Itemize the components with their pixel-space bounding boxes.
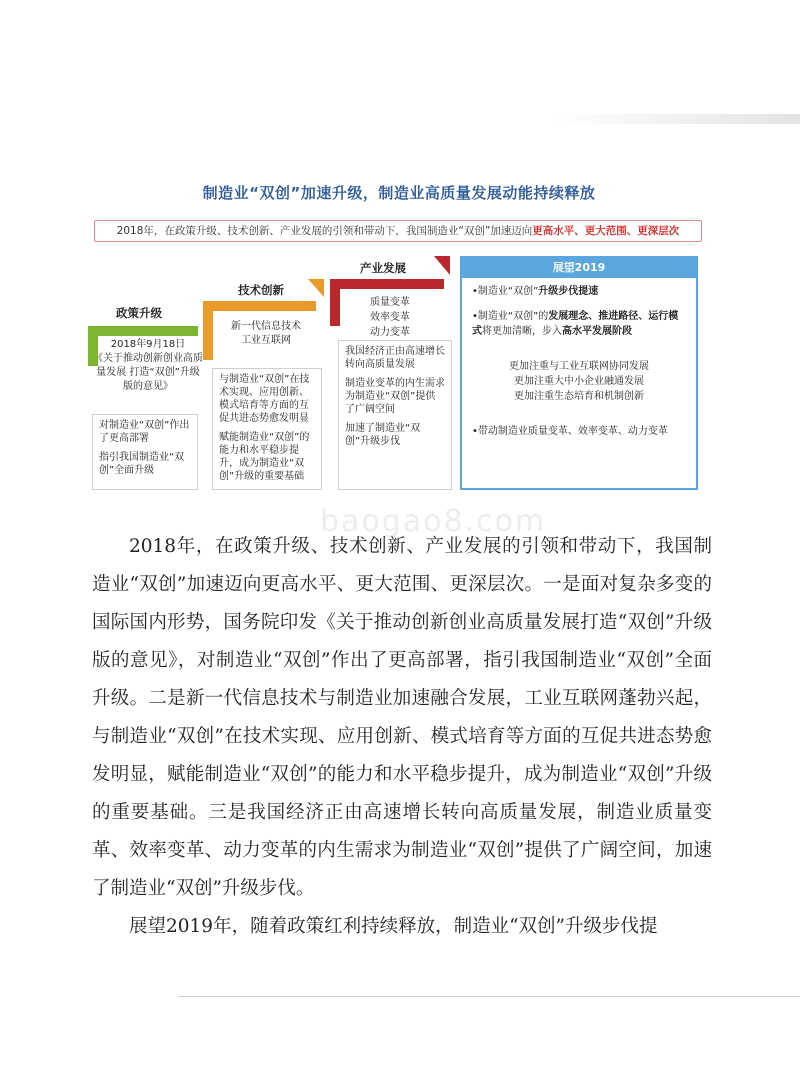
footer-rule [178,996,800,997]
tech-step-label: 技术创新 [238,283,284,297]
outlook-line-1: 更加注重与工业互联网协同发展 [509,361,649,372]
outlook-item-1-prefix: •制造业“双创” [472,286,539,297]
policy-step-label: 政策升级 [116,306,162,320]
outlook-item-1 [472,284,686,299]
watermark: baogao8.com [320,504,547,539]
outlook-2019-panel [460,256,698,490]
tech-item-1: 新一代信息技术 [231,321,301,332]
industry-detail-box [338,340,452,490]
infographic-title: 制造业“双创”加速升级，制造业高质量发展动能持续释放 [202,184,596,202]
outlook-line-2: 更加注重大中小企业融通发展 [514,376,644,387]
industry-item-2: 效率变革 [370,312,410,323]
policy-document: 《关于推动创新创业高质量发展 打造“双创”升级版的意见》 [93,353,203,392]
industry-detail-2: 制造业变革的内生需求为制造业“双创”提供了广阔空间 [345,378,445,415]
paragraph-2: 展望2019年，随着政策红利持续释放，制造业“双创”升级步伐提 [129,916,658,937]
industry-step-label: 产业发展 [360,261,406,275]
paragraph-1: 2018年，在政策升级、技术创新、产业发展的引领和带动下，我国制造业“双创”加速迈向更高水平、更大范围、更深层次。一是面对复杂多变的国际国内形势，国务院印发《关于推动创新创业高质量发展打造“双创”升级版的意见》，对制造业“双创”作出了更高部署，指引我国制造业“双创”全面升级。二是新一代信息技术与制造业加速融合发展，工业互联网蓬勃兴起，与制造业“双创”在技术实现、应用创新、模式培育等方面的互促共进态势愈发明显，赋能制造业“双创”的能力和水平稳步提升，成为制造业“双创”升级的重要基础。三是我国经济正由高速增长转向高质量发展，制造业质量变革、效率变革、动力变革的内生需求为制造业“双创”提供了广阔空间，加速了制造业“双创”升级步伐。 [92,536,712,899]
industry-detail-1: 我国经济正由高速增长转向高质量发展 [345,346,445,370]
outlook-item-2-prefix: •制造业“双创”的 [472,311,549,322]
policy-detail-1: 对制造业“双创”作出了更高部署 [99,420,190,444]
tech-detail-1: 与制造业“双创”在技术实现、应用创新、模式培育等方面的互促共进态势愈发明显 [219,374,310,424]
outlook-item-1-bold: 升级步伐提速 [538,286,599,297]
policy-date: 2018年9月18日 [110,339,186,350]
industry-item-1: 质量变革 [370,297,410,308]
outlook-line-3: 更加注重生态培育和机制创新 [514,391,644,402]
policy-detail-2: 指引我国制造业“双创”全面升级 [99,452,185,476]
subtitle-prefix: 2018年，在政策升级、技术创新、产业发展的引领和带动下，我国制造业“双创”加速迈向 [116,225,533,237]
body-text [92,528,712,946]
industry-detail-3: 加速了制造业“双创”升级步伐 [345,423,421,447]
outlook-title: 展望2019 [462,258,696,278]
outlook-item-2-bold-1: 发展理念、推进路径、运行模式 [472,311,679,337]
policy-detail-box [92,414,198,490]
header-decoration-bar [555,114,800,124]
outlook-item-3: •带动制造业质量变革、效率变革、动力变革 [472,426,668,437]
outlook-item-2 [472,309,686,339]
outlook-item-2-mid: 将更加清晰，步入 [482,326,562,337]
tech-item-2: 工业互联网 [241,335,291,346]
subtitle-highlight: 更高水平、更大范围、更深层次 [532,225,680,237]
industry-step-arrow [434,256,450,275]
tech-detail-2: 赋能制造业“双创”的能力和水平稳步提升，成为制造业“双创”升级的重要基础 [219,432,310,482]
outlook-body [462,278,696,445]
tech-detail-box [212,368,322,490]
tech-step-arrow [308,279,324,297]
industry-item-3: 动力变革 [370,327,410,338]
infographic [88,176,710,496]
outlook-item-2-bold-2: 高水平发展阶段 [562,326,632,337]
